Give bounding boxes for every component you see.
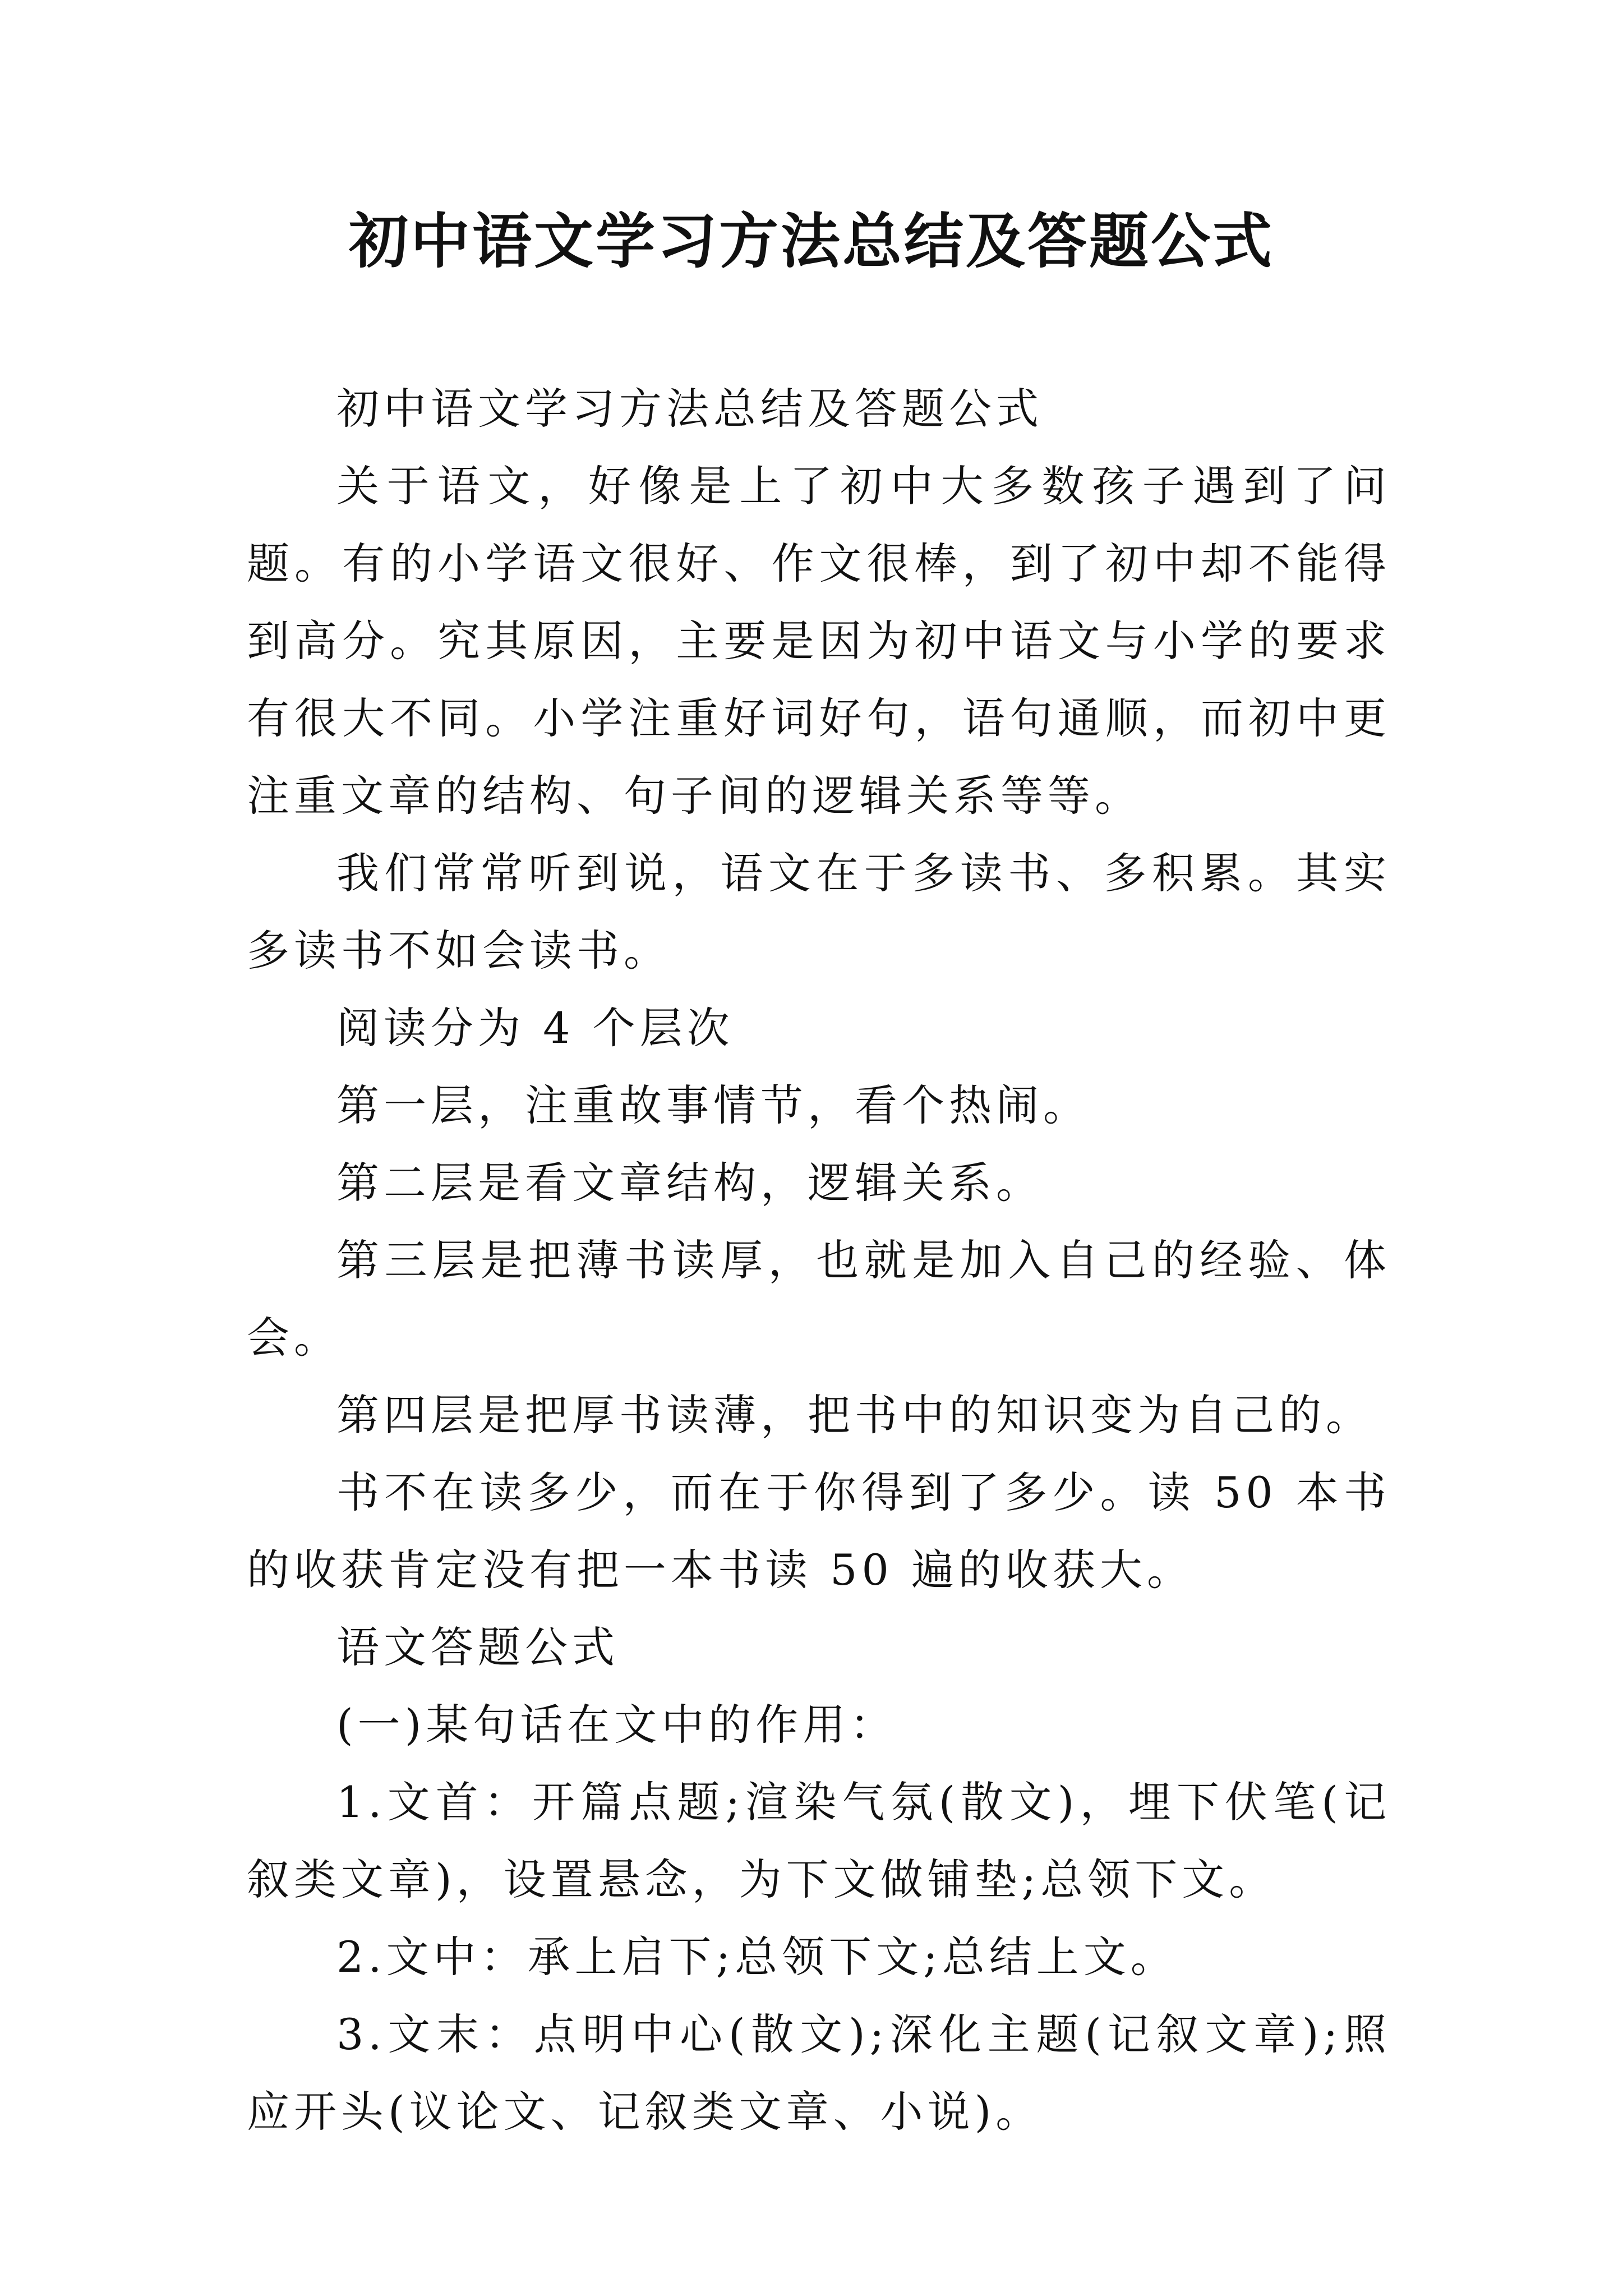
paragraph-item-3: 3.文末：点明中心(散文);深化主题(记叙文章);照应开头(议论文、记叙类文章、小说)。 bbox=[247, 2009, 1391, 2137]
paragraph-level-3: 第三层是把薄书读厚，也就是加入自己的经验、体会。 bbox=[247, 1235, 1391, 1363]
paragraph-subtitle: 初中语文学习方法总结及答题公式 bbox=[336, 384, 1043, 434]
paragraph-reading-levels: 阅读分为 4 个层次 bbox=[336, 1003, 734, 1053]
paragraph-item-1: 1.文首：开篇点题;渲染气氛(散文)，埋下伏笔(记叙类文章)，设置悬念，为下文做铺垫;总领下文。 bbox=[247, 1777, 1391, 1904]
paragraph-intro: 关于语文，好像是上了初中大多数孩子遇到了问题。有的小学语文很好、作文很棒，到了初中却不能得到高分。究其原因，主要是因为初中语文与小学的要求有很大不同。小学注重好词好句，语句通顺，而初中更注重文章的结构、句子间的逻辑关系等等。 bbox=[247, 461, 1391, 821]
document-body bbox=[247, 370, 1391, 2151]
paragraph-formula-heading: 语文答题公式 bbox=[336, 1622, 619, 1672]
paragraph-reading-quality: 书不在读多少，而在于你得到了多少。读 50 本书的收获肯定没有把一本书读 50 遍的收获大。 bbox=[247, 1467, 1391, 1595]
paragraph-level-2: 第二层是看文章结构，逻辑关系。 bbox=[336, 1158, 1043, 1208]
paragraph-reading-advice: 我们常常听到说，语文在于多读书、多积累。其实多读书不如会读书。 bbox=[247, 848, 1391, 976]
paragraph-level-1: 第一层，注重故事情节，看个热闹。 bbox=[336, 1080, 1090, 1130]
document-title: 初中语文学习方法总结及答题公式 bbox=[349, 206, 1274, 276]
paragraph-item-2: 2.文中：承上启下;总领下文;总结上文。 bbox=[336, 1932, 1178, 1982]
paragraph-section-1: (一)某句话在文中的作用： bbox=[336, 1700, 897, 1750]
paragraph-level-4: 第四层是把厚书读薄，把书中的知识变为自己的。 bbox=[336, 1390, 1373, 1440]
